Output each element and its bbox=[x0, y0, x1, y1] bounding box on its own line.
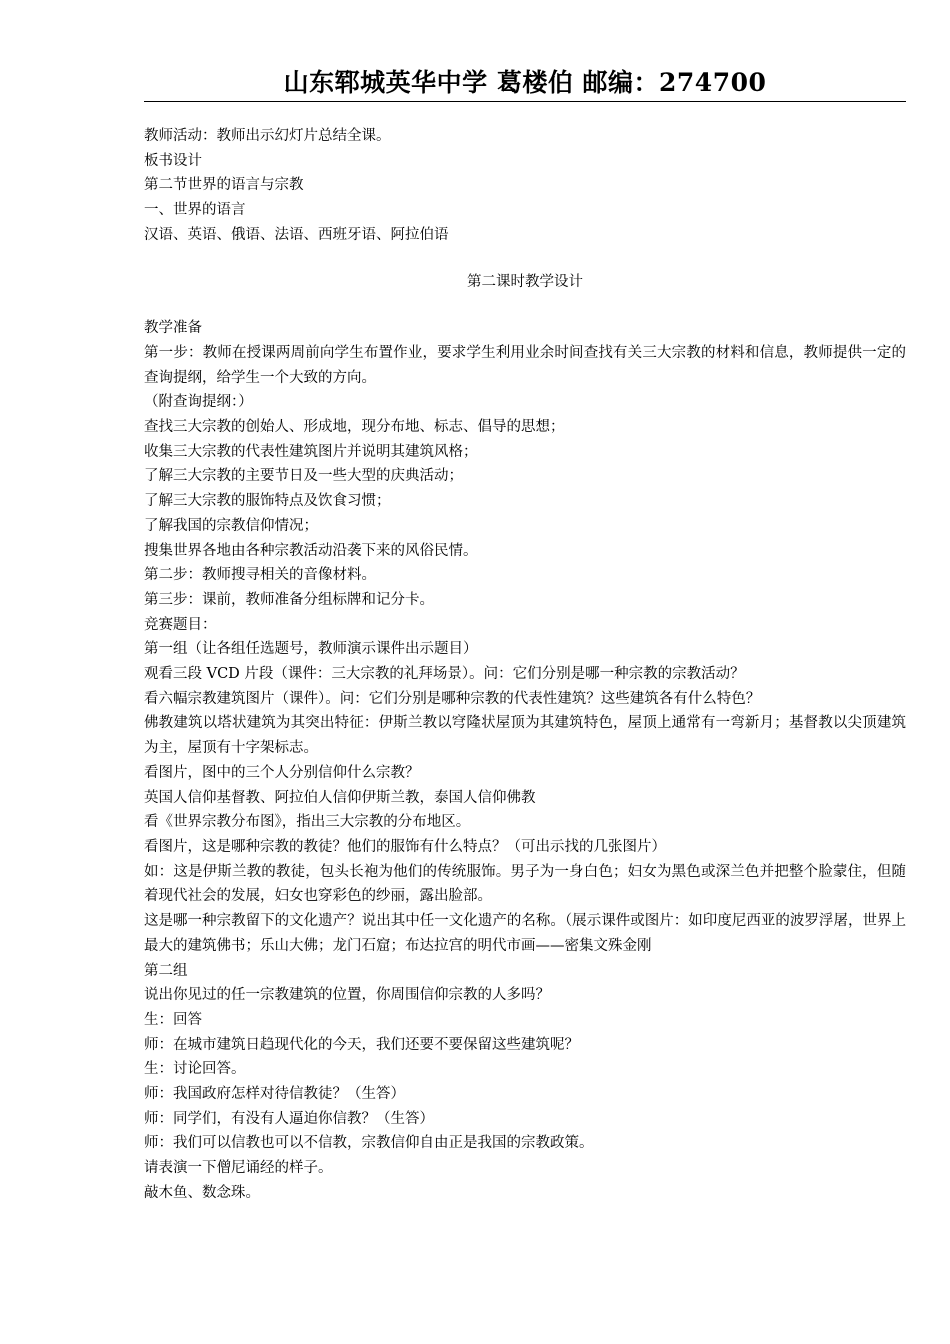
text-line: 第二节世界的语言与宗教 bbox=[144, 177, 304, 194]
paragraph: 这是哪一种宗教留下的文化遗产？说出其中任一文化遗产的名称。（展示课件或图片：如印度尼西亚的波罗浮屠，世界上最大的建筑佛书；乐山大佛；龙门石窟；布达拉宫的明代市画——密集文殊金刚 bbox=[144, 913, 906, 954]
document-body bbox=[144, 124, 906, 1206]
section-title: 第二课时教学设计 bbox=[467, 273, 583, 290]
text-line: 了解三大宗教的服饰特点及饮食习惯； bbox=[144, 493, 391, 510]
text-line: 第一组（让各组任选题号，教师演示课件出示题目） bbox=[144, 641, 478, 658]
text-line: 一、世界的语言 bbox=[144, 202, 246, 219]
paragraph: 第一步：教师在授课两周前向学生布置作业，要求学生利用业余时间查找有关三大宗教的材料和信息，教师提供一定的查询提纲，给学生一个大致的方向。 bbox=[144, 344, 906, 386]
text-line: 师：同学们，有没有人逼迫你信教？（生答） bbox=[144, 1110, 434, 1127]
text-line: 搜集世界各地由各种宗教活动沿袭下来的风俗民情。 bbox=[144, 542, 478, 559]
text-line: （附查询提纲：） bbox=[144, 394, 253, 411]
text-line: 说出你见过的任一宗教建筑的位置，你周围信仰宗教的人多吗？ bbox=[144, 987, 550, 1004]
text-line: 师：我们可以信教也可以不信教，宗教信仰自由正是我国的宗教政策。 bbox=[144, 1135, 594, 1152]
text-line: 收集三大宗教的代表性建筑图片并说明其建筑风格； bbox=[144, 443, 478, 460]
paragraph: 佛教建筑以塔状建筑为其突出特征：伊斯兰教以穹隆状屋顶为其建筑特色，屋顶上通常有一弯新月；基督教以尖顶建筑为主，屋顶有十字架标志。 bbox=[144, 715, 906, 757]
text-line: 敲木鱼、数念珠。 bbox=[144, 1184, 260, 1201]
text-line: 板书设计 bbox=[144, 152, 202, 169]
paragraph: 如：这是伊斯兰教的教徒，包头长袍为他们的传统服饰。男子为一身白色；妇女为黑色或深兰色并把整个脸蒙住，但随着现代社会的发展，妇女也穿彩色的纱丽，露出脸部。 bbox=[144, 863, 906, 905]
text-line: 请表演一下僧尼诵经的样子。 bbox=[144, 1160, 333, 1177]
text-line: 汉语、英语、俄语、法语、西班牙语、阿拉伯语 bbox=[144, 226, 449, 243]
text-line: 英国人信仰基督教、阿拉伯人信仰伊斯兰教，泰国人信仰佛教 bbox=[144, 789, 536, 806]
text-line: 看图片，图中的三个人分别信仰什么宗教？ bbox=[144, 764, 420, 781]
text-line: 师：在城市建筑日趋现代化的今天，我们还要不要保留这些建筑呢？ bbox=[144, 1036, 579, 1053]
text-line: 师：我国政府怎样对待信教徒？（生答） bbox=[144, 1086, 405, 1103]
text-line: 生：讨论回答。 bbox=[144, 1061, 246, 1078]
text-line: 生：回答 bbox=[144, 1011, 202, 1028]
text-line: 第二步：教师搜寻相关的音像材料。 bbox=[144, 567, 376, 584]
text-line: 了解我国的宗教信仰情况； bbox=[144, 517, 318, 534]
text-line: 观看三段 VCD 片段（课件：三大宗教的礼拜场景）。问：它们分别是哪一种宗教的宗教活动？ bbox=[144, 666, 745, 683]
text-line: 教师活动：教师出示幻灯片总结全课。 bbox=[144, 128, 391, 144]
text-line: 看六幅宗教建筑图片（课件）。问：它们分别是哪种宗教的代表性建筑？这些建筑各有什么特色？ bbox=[144, 690, 761, 707]
page-header-title: 山东郓城英华中学 葛楼伯 邮编：274700 bbox=[283, 68, 767, 97]
text-line: 了解三大宗教的主要节日及一些大型的庆典活动； bbox=[144, 468, 463, 485]
header-divider bbox=[144, 101, 906, 102]
text-line: 第三步：课前，教师准备分组标牌和记分卡。 bbox=[144, 591, 434, 608]
text-line: 第二组 bbox=[144, 962, 188, 979]
text-line: 看图片，这是哪种宗教的教徒？他们的服饰有什么特点？（可出示找的几张图片） bbox=[144, 838, 666, 855]
section-heading: 教学准备 bbox=[144, 320, 202, 337]
text-line: 查找三大宗教的创始人、形成地，现分布地、标志、倡导的思想； bbox=[144, 419, 565, 436]
text-line: 竞赛题目： bbox=[144, 616, 217, 633]
text-line: 看《世界宗教分布图》，指出三大宗教的分布地区。 bbox=[144, 814, 471, 831]
